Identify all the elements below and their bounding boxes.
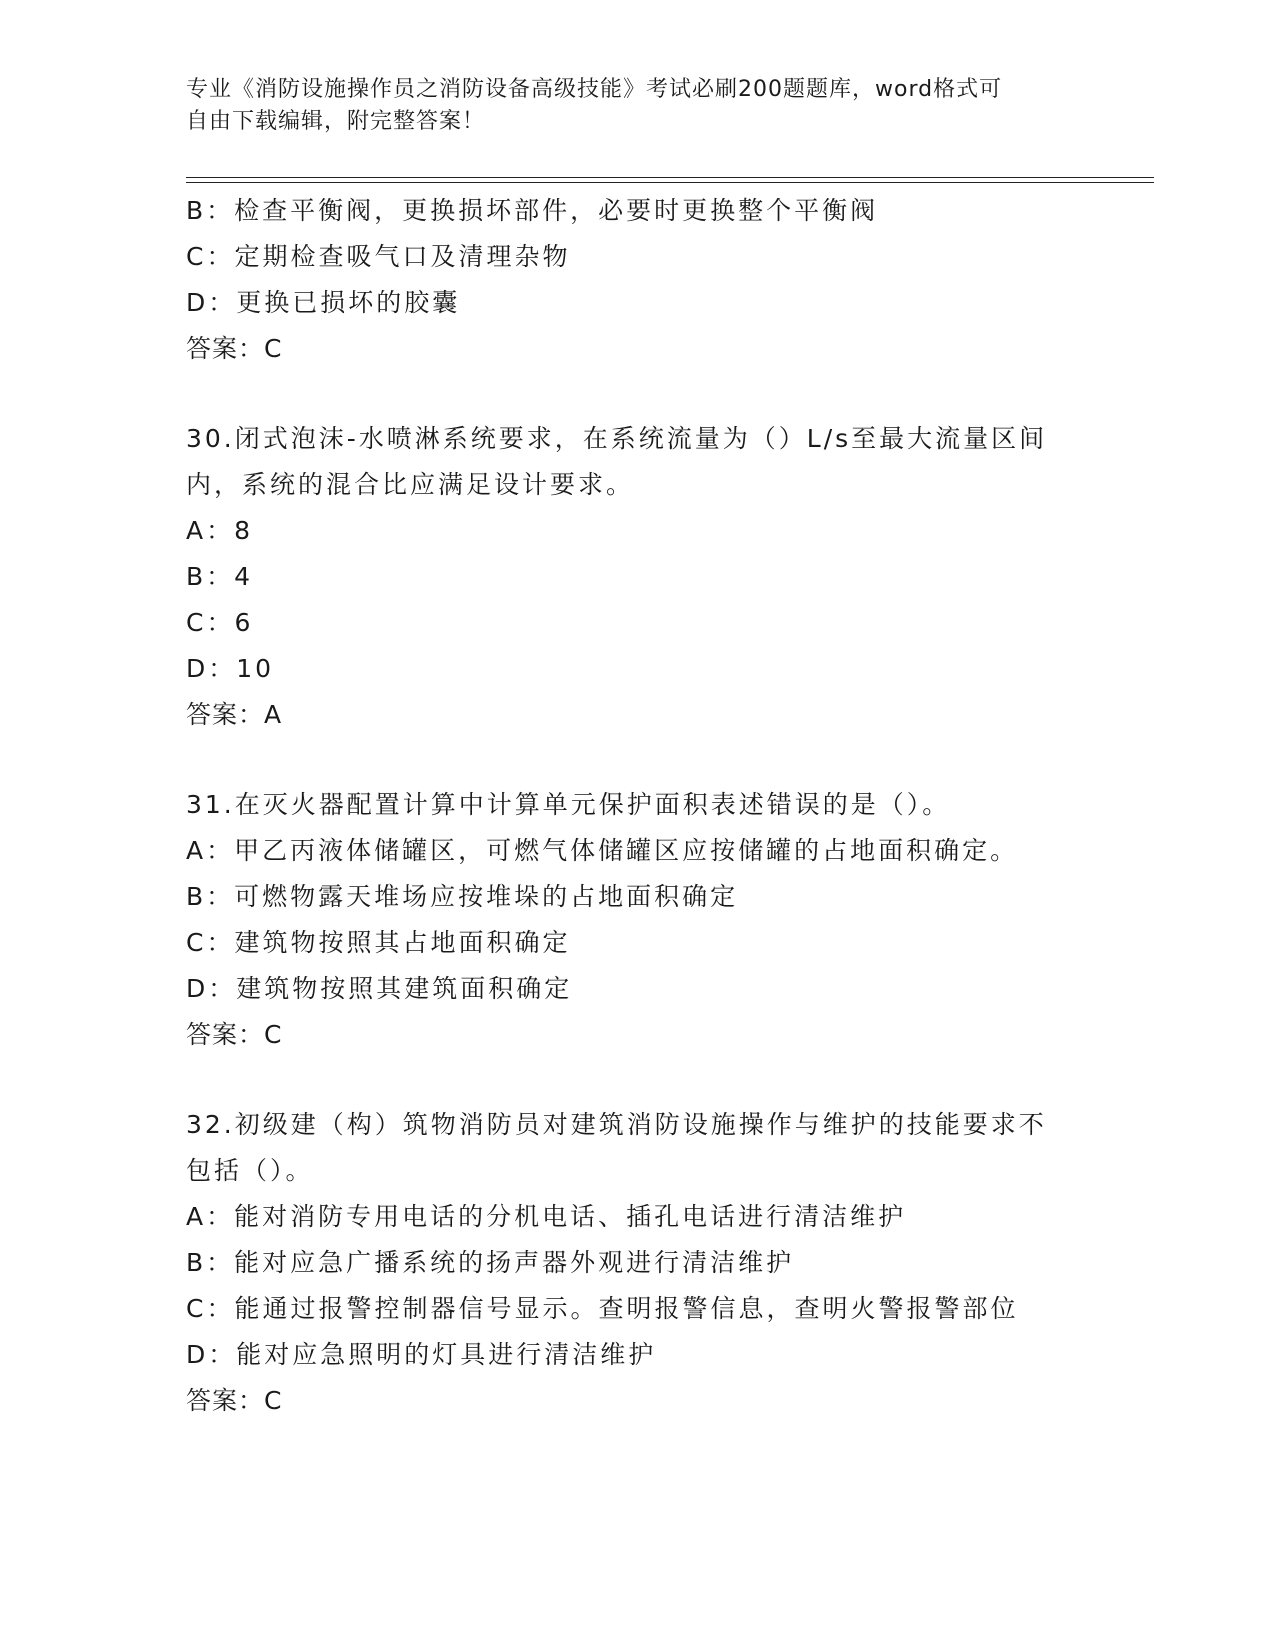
question-text-line-2: 包括（）。	[186, 1156, 314, 1185]
option-c: C：6	[186, 608, 254, 637]
question-text-line-2: 内，系统的混合比应满足设计要求。	[186, 470, 635, 499]
option-c: C：建筑物按照其占地面积确定	[186, 928, 571, 957]
option-c: C：能通过报警控制器信号显示。查明报警信息，查明火警报警部位	[186, 1294, 1019, 1323]
option-a: A：8	[186, 516, 254, 545]
option-d: D：能对应急照明的灯具进行清洁维护	[186, 1340, 657, 1369]
option-b: B：可燃物露天堆场应按堆垛的占地面积确定	[186, 882, 739, 911]
header-line-2: 自由下载编辑，附完整答案！	[186, 109, 486, 134]
option-b: B：4	[186, 562, 254, 591]
question-31	[186, 782, 1086, 1058]
header-line-1: 专业《消防设施操作员之消防设备高级技能》考试必刷200题题库，word格式可	[186, 77, 1003, 102]
header-divider-bottom	[186, 182, 1154, 183]
document-body	[186, 188, 1086, 1424]
page-header	[186, 74, 1066, 138]
option-b: B：检查平衡阀，更换损坏部件，必要时更换整个平衡阀	[186, 196, 879, 225]
option-c: C：定期检查吸气口及清理杂物	[186, 242, 571, 271]
question-text-line-1: 30.闭式泡沫-水喷淋系统要求，在系统流量为（）L/s至最大流量区间	[186, 424, 1048, 453]
question-30	[186, 416, 1086, 738]
answer: 答案：C	[186, 334, 283, 363]
question-32	[186, 1102, 1086, 1424]
question-text-line-1: 32.初级建（构）筑物消防员对建筑消防设施操作与维护的技能要求不	[186, 1110, 1047, 1139]
answer: 答案：C	[186, 1020, 283, 1049]
question-29	[186, 188, 1086, 372]
header-divider-top	[186, 177, 1154, 178]
option-d: D：更换已损坏的胶囊	[186, 288, 461, 317]
answer: 答案：C	[186, 1386, 283, 1415]
answer: 答案：A	[186, 700, 283, 729]
question-text-line-1: 31.在灭火器配置计算中计算单元保护面积表述错误的是（）。	[186, 790, 951, 819]
option-b: B：能对应急广播系统的扬声器外观进行清洁维护	[186, 1248, 795, 1277]
option-a: A：能对消防专用电话的分机电话、插孔电话进行清洁维护	[186, 1202, 907, 1231]
option-d: D：10	[186, 654, 275, 683]
option-d: D：建筑物按照其建筑面积确定	[186, 974, 573, 1003]
option-a: A：甲乙丙液体储罐区，可燃气体储罐区应按储罐的占地面积确定。	[186, 836, 1019, 865]
